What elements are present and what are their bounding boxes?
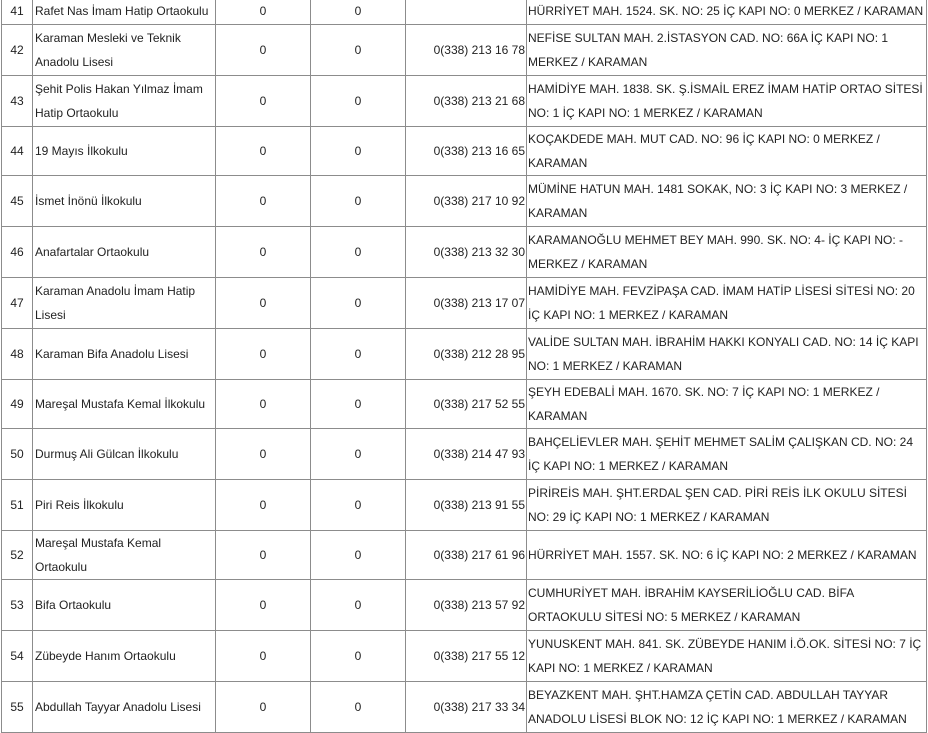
school-table-body bbox=[2, 0, 927, 733]
count-cell-a: 0 bbox=[216, 176, 311, 227]
count-cell-b: 0 bbox=[311, 227, 406, 278]
count-cell-a: 0 bbox=[216, 380, 311, 429]
school-name-cell: Karaman Mesleki ve Teknik Anadolu Lisesi bbox=[33, 25, 216, 76]
row-number-cell: 44 bbox=[2, 127, 33, 176]
row-number-cell: 45 bbox=[2, 176, 33, 227]
address-cell: HAMİDİYE MAH. 1838. SK. Ş.İSMAİL EREZ İMAM HATİP ORTAO SİTESİ NO: 1 İÇ KAPI NO: 1 MERKEZ / KARAMAN bbox=[527, 76, 927, 127]
count-cell-b: 0 bbox=[311, 25, 406, 76]
address-cell: BAHÇELİEVLER MAH. ŞEHİT MEHMET SALİM ÇALIŞKAN CD. NO: 24 İÇ KAPI NO: 1 MERKEZ / KARAMAN bbox=[527, 429, 927, 480]
count-cell-b: 0 bbox=[311, 480, 406, 531]
table-row bbox=[2, 0, 927, 25]
count-cell-a: 0 bbox=[216, 429, 311, 480]
row-number-cell: 48 bbox=[2, 329, 33, 380]
school-name-cell: Karaman Anadolu İmam Hatip Lisesi bbox=[33, 278, 216, 329]
count-cell-b: 0 bbox=[311, 127, 406, 176]
count-cell-a: 0 bbox=[216, 631, 311, 682]
school-name-cell: Şehit Polis Hakan Yılmaz İmam Hatip Ortaokulu bbox=[33, 76, 216, 127]
address-cell: KARAMANOĞLU MEHMET BEY MAH. 990. SK. NO: 4- İÇ KAPI NO: - MERKEZ / KARAMAN bbox=[527, 227, 927, 278]
table-row bbox=[2, 380, 927, 429]
row-number-cell: 43 bbox=[2, 76, 33, 127]
phone-cell: 0(338) 213 57 92 bbox=[406, 580, 527, 631]
row-number-cell: 50 bbox=[2, 429, 33, 480]
count-cell-b: 0 bbox=[311, 278, 406, 329]
school-name-cell: Rafet Nas İmam Hatip Ortaokulu bbox=[33, 0, 216, 25]
count-cell-a: 0 bbox=[216, 0, 311, 25]
count-cell-b: 0 bbox=[311, 76, 406, 127]
table-row bbox=[2, 127, 927, 176]
table-row bbox=[2, 329, 927, 380]
phone-cell: 0(338) 217 55 12 bbox=[406, 631, 527, 682]
phone-cell: 0(338) 217 61 96 bbox=[406, 531, 527, 580]
count-cell-b: 0 bbox=[311, 580, 406, 631]
table-row bbox=[2, 480, 927, 531]
row-number-cell: 49 bbox=[2, 380, 33, 429]
count-cell-b: 0 bbox=[311, 0, 406, 25]
count-cell-a: 0 bbox=[216, 127, 311, 176]
address-cell: YUNUSKENT MAH. 841. SK. ZÜBEYDE HANIM İ.Ö.OK. SİTESİ NO: 7 İÇ KAPI NO: 1 MERKEZ / KARAMAN bbox=[527, 631, 927, 682]
table-row bbox=[2, 278, 927, 329]
school-name-cell: Zübeyde Hanım Ortaokulu bbox=[33, 631, 216, 682]
table-row bbox=[2, 682, 927, 733]
phone-cell: 0(338) 213 91 55 bbox=[406, 480, 527, 531]
phone-cell: 0(338) 212 28 95 bbox=[406, 329, 527, 380]
table-row bbox=[2, 580, 927, 631]
address-cell: HÜRRİYET MAH. 1524. SK. NO: 25 İÇ KAPI NO: 0 MERKEZ / KARAMAN bbox=[527, 0, 927, 25]
table-row bbox=[2, 176, 927, 227]
row-number-cell: 42 bbox=[2, 25, 33, 76]
count-cell-b: 0 bbox=[311, 531, 406, 580]
school-name-cell: Karaman Bifa Anadolu Lisesi bbox=[33, 329, 216, 380]
school-name-cell: Piri Reis İlkokulu bbox=[33, 480, 216, 531]
count-cell-a: 0 bbox=[216, 580, 311, 631]
count-cell-a: 0 bbox=[216, 480, 311, 531]
school-name-cell: Abdullah Tayyar Anadolu Lisesi bbox=[33, 682, 216, 733]
row-number-cell: 54 bbox=[2, 631, 33, 682]
table-row bbox=[2, 631, 927, 682]
count-cell-a: 0 bbox=[216, 25, 311, 76]
school-name-cell: Mareşal Mustafa Kemal İlkokulu bbox=[33, 380, 216, 429]
phone-cell: 0(338) 213 16 65 bbox=[406, 127, 527, 176]
row-number-cell: 41 bbox=[2, 0, 33, 25]
phone-cell: 0(338) 217 33 34 bbox=[406, 682, 527, 733]
row-number-cell: 55 bbox=[2, 682, 33, 733]
phone-cell: 0(338) 217 10 92 bbox=[406, 176, 527, 227]
address-cell: MÜMİNE HATUN MAH. 1481 SOKAK, NO: 3 İÇ KAPI NO: 3 MERKEZ / KARAMAN bbox=[527, 176, 927, 227]
table-row bbox=[2, 429, 927, 480]
school-name-cell: Durmuş Ali Gülcan İlkokulu bbox=[33, 429, 216, 480]
count-cell-a: 0 bbox=[216, 682, 311, 733]
phone-cell: 0(338) 213 21 68 bbox=[406, 76, 527, 127]
address-cell: NEFİSE SULTAN MAH. 2.İSTASYON CAD. NO: 66A İÇ KAPI NO: 1 MERKEZ / KARAMAN bbox=[527, 25, 927, 76]
count-cell-b: 0 bbox=[311, 329, 406, 380]
school-name-cell: Anafartalar Ortaokulu bbox=[33, 227, 216, 278]
school-name-cell: Bifa Ortaokulu bbox=[33, 580, 216, 631]
table-row bbox=[2, 76, 927, 127]
count-cell-b: 0 bbox=[311, 380, 406, 429]
address-cell: HÜRRİYET MAH. 1557. SK. NO: 6 İÇ KAPI NO: 2 MERKEZ / KARAMAN bbox=[527, 531, 927, 580]
phone-cell bbox=[406, 0, 527, 25]
phone-cell: 0(338) 213 17 07 bbox=[406, 278, 527, 329]
table-row bbox=[2, 531, 927, 580]
count-cell-a: 0 bbox=[216, 329, 311, 380]
address-cell: VALİDE SULTAN MAH. İBRAHİM HAKKI KONYALI CAD. NO: 14 İÇ KAPI NO: 1 MERKEZ / KARAMAN bbox=[527, 329, 927, 380]
count-cell-a: 0 bbox=[216, 531, 311, 580]
count-cell-b: 0 bbox=[311, 631, 406, 682]
school-name-cell: İsmet İnönü İlkokulu bbox=[33, 176, 216, 227]
address-cell: PİRİREİS MAH. ŞHT.ERDAL ŞEN CAD. PİRİ REİS İLK OKULU SİTESİ NO: 29 İÇ KAPI NO: 1 MERKEZ / KARAMAN bbox=[527, 480, 927, 531]
school-name-cell: 19 Mayıs İlkokulu bbox=[33, 127, 216, 176]
phone-cell: 0(338) 213 32 30 bbox=[406, 227, 527, 278]
school-table bbox=[1, 0, 927, 733]
row-number-cell: 53 bbox=[2, 580, 33, 631]
school-name-cell: Mareşal Mustafa Kemal Ortaokulu bbox=[33, 531, 216, 580]
address-cell: CUMHURİYET MAH. İBRAHİM KAYSERİLİOĞLU CAD. BİFA ORTAOKULU SİTESİ NO: 5 MERKEZ / KARAMAN bbox=[527, 580, 927, 631]
row-number-cell: 52 bbox=[2, 531, 33, 580]
row-number-cell: 47 bbox=[2, 278, 33, 329]
count-cell-b: 0 bbox=[311, 682, 406, 733]
row-number-cell: 51 bbox=[2, 480, 33, 531]
row-number-cell: 46 bbox=[2, 227, 33, 278]
count-cell-a: 0 bbox=[216, 227, 311, 278]
count-cell-a: 0 bbox=[216, 76, 311, 127]
phone-cell: 0(338) 214 47 93 bbox=[406, 429, 527, 480]
phone-cell: 0(338) 217 52 55 bbox=[406, 380, 527, 429]
count-cell-b: 0 bbox=[311, 176, 406, 227]
phone-cell: 0(338) 213 16 78 bbox=[406, 25, 527, 76]
count-cell-a: 0 bbox=[216, 278, 311, 329]
address-cell: BEYAZKENT MAH. ŞHT.HAMZA ÇETİN CAD. ABDULLAH TAYYAR ANADOLU LİSESİ BLOK NO: 12 İÇ KAPI NO: 1 MERKEZ / KARAMAN bbox=[527, 682, 927, 733]
address-cell: ŞEYH EDEBALİ MAH. 1670. SK. NO: 7 İÇ KAPI NO: 1 MERKEZ / KARAMAN bbox=[527, 380, 927, 429]
address-cell: KOÇAKDEDE MAH. MUT CAD. NO: 96 İÇ KAPI NO: 0 MERKEZ / KARAMAN bbox=[527, 127, 927, 176]
table-row bbox=[2, 25, 927, 76]
address-cell: HAMİDİYE MAH. FEVZİPAŞA CAD. İMAM HATİP LİSESİ SİTESİ NO: 20 İÇ KAPI NO: 1 MERKEZ / KARAMAN bbox=[527, 278, 927, 329]
table-row bbox=[2, 227, 927, 278]
school-table-container bbox=[1, 0, 926, 733]
count-cell-b: 0 bbox=[311, 429, 406, 480]
